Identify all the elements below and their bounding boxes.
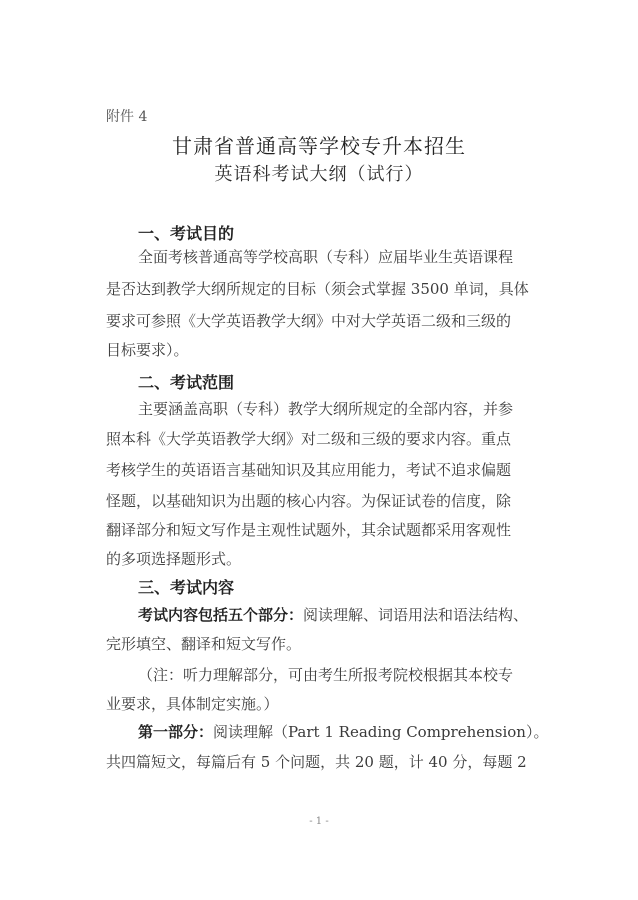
paragraph-line: 翻译部分和短文写作是主观性试题外，其余试题都采用客观性 (106, 521, 512, 539)
paragraph-line (138, 721, 548, 742)
paragraph-line: 要求可参照《大学英语教学大纲》中对大学英语二级和三级的 (106, 312, 512, 330)
paragraph-line: 是否达到教学大纲所规定的目标（须会式掌握 3500 单词，具体 (106, 280, 529, 298)
content-intro-bold: 考试内容包括五个部分： (138, 606, 304, 624)
part1-title: 阅读理解（Part 1 Reading Comprehension）。 (213, 723, 549, 741)
paragraph-line: 主要涵盖高职（专科）教学大纲所规定的全部内容，并参 (138, 400, 514, 418)
paragraph-line: 目标要求）。 (106, 341, 189, 359)
page-number: - 1 - (309, 816, 329, 827)
section-heading-content: 三、考试内容 (138, 578, 235, 597)
section-heading-purpose: 一、考试目的 (138, 224, 235, 243)
paragraph-line: 完形填空、翻译和短文写作。 (106, 635, 302, 653)
document-title: 甘肃省普通高等学校专升本招生 (172, 134, 466, 158)
attachment-label: 附件 4 (106, 109, 148, 125)
note-line: （注：听力理解部分，可由考生所报考院校根据其本校专 (138, 666, 514, 684)
paragraph-line: 考核学生的英语语言基础知识及其应用能力，考试不追求偏题 (106, 461, 512, 479)
paragraph-line: 共四篇短文，每篇后有 5 个问题，共 20 题，计 40 分，每题 2 (106, 753, 527, 771)
paragraph-line: 怪题，以基础知识为出题的核心内容。为保证试卷的信度，除 (106, 492, 512, 510)
paragraph-line (138, 604, 528, 625)
part1-label: 第一部分： (138, 723, 214, 741)
section-heading-scope: 二、考试范围 (138, 373, 235, 392)
content-intro-rest: 阅读理解、词语用法和语法结构、 (303, 606, 529, 624)
paragraph-line: 全面考核普通高等学校高职（专科）应届毕业生英语课程 (138, 248, 514, 266)
note-line: 业要求，具体制定实施。） (106, 695, 279, 713)
document-subtitle: 英语科考试大纲（试行） (214, 164, 424, 185)
paragraph-line: 的多项选择题形式。 (106, 550, 242, 568)
paragraph-line: 照本科《大学英语教学大纲》对二级和三级的要求内容。重点 (106, 430, 512, 448)
